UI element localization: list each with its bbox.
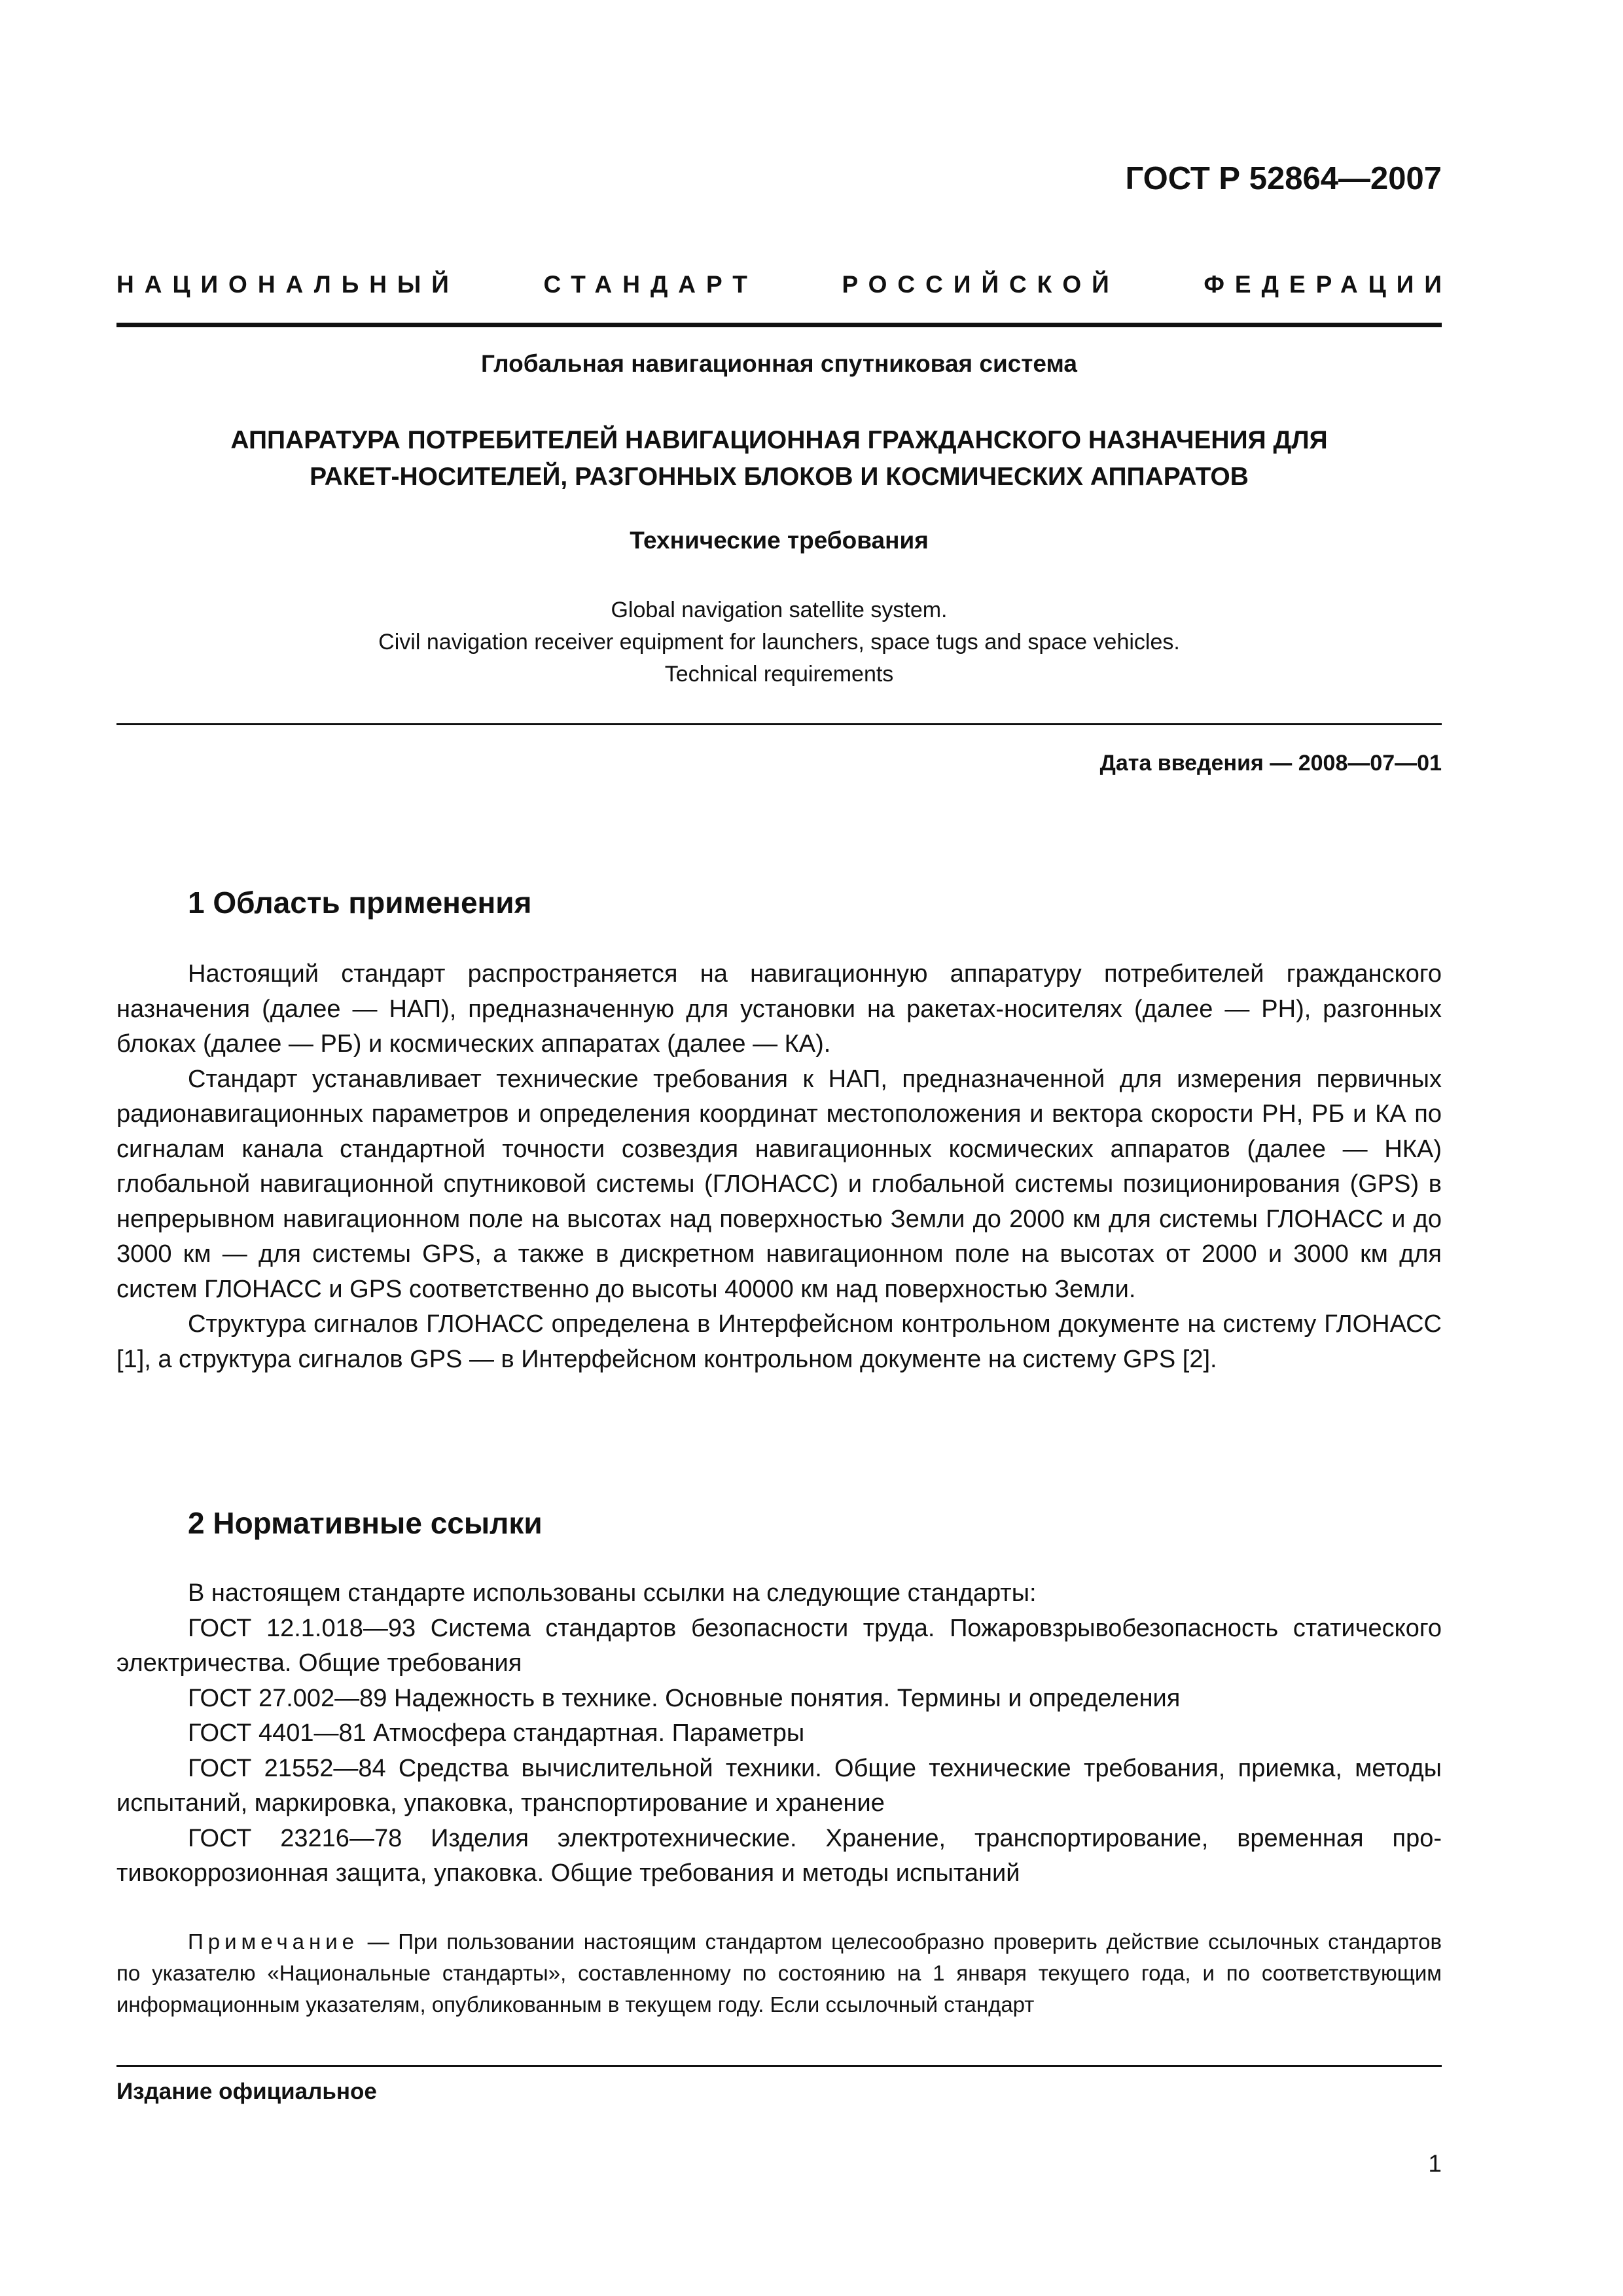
header-divider [116,323,1442,327]
reference-item: ГОСТ 27.002—89 Надежность в технике. Основные понятия. Термины и определения [188,1684,1181,1712]
banner-word: РОССИЙСКОЙ [842,271,1120,298]
english-title-line: Global navigation satellite system. [611,598,948,622]
note-label: Примечание [188,1929,359,1954]
section-heading-references: 2 Нормативные ссылки [188,1506,543,1540]
section-heading-scope: 1 Область применения [188,886,532,920]
banner-word: НАЦИОНАЛЬНЫЙ [116,271,459,298]
english-title [116,594,1442,691]
reference-item: ГОСТ 21552—84 Средства вычислительной техники. Общие технические требования, приемка, методы испытаний, маркировка, упаковка, транспортирование и хранение [116,1754,1442,1817]
document-subject: Технические требования [630,527,929,554]
gost-number: ГОСТ Р 52864—2007 [1125,161,1442,196]
introduction-date: Дата введения — 2008—07—01 [1099,751,1442,776]
national-standard-banner [116,265,1452,304]
note-text: — При пользовании настоящим стандартом целесообразно проверить действие ссылочных стандартов по указателю «Национальные стандарты», составленному по состоянию на 1 января текущего года, и по соответствующим информационным указателям, опубликованным в текущем году. Если ссылочный стандарт [116,1929,1442,2017]
section-body-references [116,1576,1442,1892]
banner-word: СТАНДАРТ [543,271,758,298]
reference-item: ГОСТ 12.1.018—93 Система стандартов безопасности труда. Пожаровзрывобезопасность статического электричества. Общие требования [116,1614,1442,1677]
title-divider [116,723,1442,725]
title-line: РАКЕТ-НОСИТЕЛЕЙ, РАЗГОННЫХ БЛОКОВ И КОСМИЧЕСКИХ АППАРАТОВ [310,463,1249,491]
note-block [116,1926,1442,2020]
document-subtitle: Глобальная навигационная спутниковая система [481,350,1077,377]
footer-divider [116,2065,1442,2067]
paragraph: Структура сигналов ГЛОНАСС определена в Интерфейсном контрольном документе на систему ГЛОНАСС [1], а структура сигналов GPS — в Интерфейсном контрольном документе на систему GPS [2]. [116,1310,1442,1373]
banner-word: ФЕДЕРАЦИИ [1204,271,1452,298]
document-title [116,422,1442,495]
paragraph: В настоящем стандарте использованы ссылки на следующие стандарты: [188,1579,1037,1607]
paragraph: Настоящий стандарт распространяется на навигационную аппаратуру потребителей гражданского назначения (далее — НАП), предназначенную для установки на ракетах-носителях (далее — РН), разгонных блоках (далее — РБ) и космических аппаратах (далее — КА). [116,960,1442,1058]
reference-item: ГОСТ 23216—78 Изделия электротехнические. Хранение, транспортирование, временная противокоррозионная защита, упаковка. Общие требования и методы испытаний [116,1824,1442,1887]
page-number: 1 [1428,2150,1442,2177]
english-title-line: Technical requirements [664,662,894,687]
title-line: АППАРАТУРА ПОТРЕБИТЕЛЕЙ НАВИГАЦИОННАЯ ГРАЖДАНСКОГО НАЗНАЧЕНИЯ ДЛЯ [230,426,1328,454]
reference-item: ГОСТ 4401—81 Атмосфера стандартная. Параметры [188,1719,805,1747]
official-edition-label: Издание официальное [116,2079,377,2104]
section-body-scope [116,957,1442,1377]
paragraph: Стандарт устанавливает технические требования к НАП, предназначенной для измерения первичных радионавигационных параметров и определения координат местоположения и вектора скорости РН, РБ и КА по сигналам канала стандартной точности созвездия навигационных космических аппаратов (далее — НКА) глобальной навигационной спутниковой системы (ГЛОНАСС) и глобальной системы позиционирования (GPS) в непрерывном навигационном поле на высотах над поверхностью Земли до 2000 км для системы ГЛОНАСС и до 3000 км — для системы GPS, а также в дискретном навигационном поле на высотах от 2000 и 3000 км для систем ГЛОНАСС и GPS соответственно до высоты 40000 км над поверхностью Земли. [116,1065,1442,1303]
english-title-line: Civil navigation receiver equipment for launchers, space tugs and space vehicles. [378,630,1180,655]
